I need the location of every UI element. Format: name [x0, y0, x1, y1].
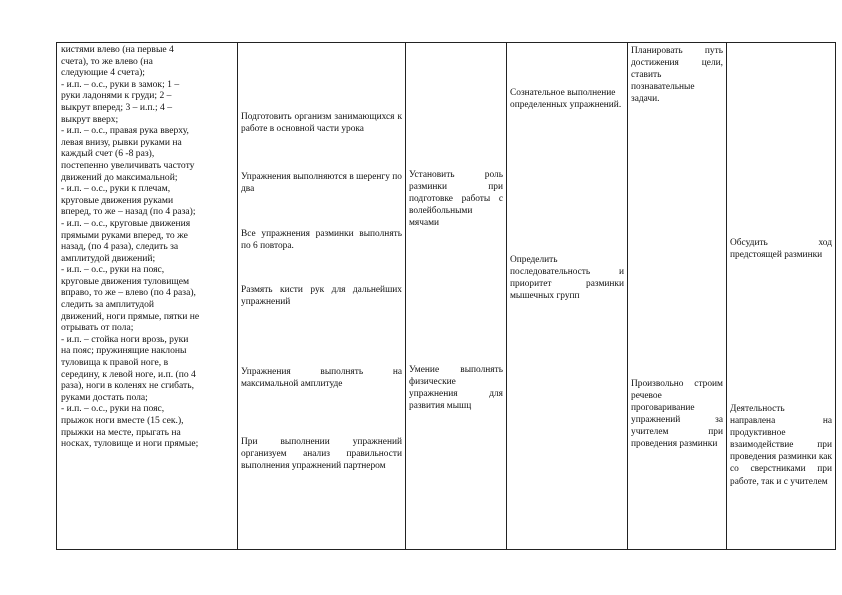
exercise-line: - и.п. – о.с., руки к плечам, — [61, 183, 171, 195]
exercise-line: носках, туловище и ноги прямые; — [61, 438, 199, 450]
exercise-line: следить за амплитудой — [61, 299, 155, 311]
exercise-line: на пояс; пружинящие наклоны — [61, 345, 187, 357]
exercise-line: назад, (по 4 раза), следить за — [61, 241, 179, 253]
lesson-plan-table — [56, 42, 836, 550]
personal-results-cell — [507, 43, 628, 550]
exercise-line: вперед, то же – назад (по 4 раза); — [61, 206, 196, 218]
exercise-line: счета), то же влево (на — [61, 55, 153, 67]
communicative-uud-cell — [727, 43, 836, 550]
exercise-line: движений, ноги прямые, пятки не — [61, 310, 200, 322]
exercise-line: амплитудой движений; — [61, 252, 156, 264]
exercise-line: кистями влево (на первые 4 — [61, 44, 174, 55]
uud-paragraph: Деятельность направлена на продуктивное взаимодействие при проведения разминки как со сверстниками при работе, так и с учителем — [730, 404, 832, 487]
exercise-line: следующие 4 счета); — [61, 67, 145, 79]
note-paragraph: Упражнения выполняются в шеренгу по два — [241, 172, 402, 195]
exercise-content-cell — [57, 43, 238, 550]
exercise-line: - и.п. – о.с., правая рука вверху, — [61, 125, 189, 137]
result-paragraph: Установить роль разминки при подготовке работы с волейбольными мячами — [409, 170, 503, 229]
table-row — [57, 43, 836, 550]
exercise-line: - и.п. – о.с., руки в замок; 1 – — [61, 78, 180, 90]
note-paragraph: При выполнении упражнений организуем анализ правильности выполнения упражнений партнером — [241, 437, 402, 472]
subject-results-cell — [406, 43, 507, 550]
exercise-line: движений до максимальной; — [61, 171, 178, 183]
exercise-line: выкрут вперед; 3 – и.п.; 4 – — [61, 101, 173, 113]
exercise-line: левая внизу, рывки руками на — [61, 136, 182, 148]
exercise-line: прыжок ноги вместе (15 сек.), — [61, 415, 184, 426]
exercise-line: круговые движения руками — [61, 194, 174, 206]
note-paragraph: Все упражнения разминки выполнять по 6 повтора. — [241, 229, 402, 252]
exercise-line: круговые движения туловищем — [61, 275, 190, 287]
uud-paragraph: Планировать путь достижения цели, ставить познавательные задачи. — [631, 46, 723, 105]
exercise-line: руки ладонями к груди; 2 – — [61, 90, 172, 102]
exercise-line: - и.п. – о.с., руки на пояс, — [61, 403, 165, 415]
exercise-line: отрывать от пола; — [61, 322, 134, 334]
exercise-line: выкрут вверх; — [61, 113, 119, 125]
result-paragraph: Сознательное выполнение определенных упражнений. — [510, 88, 622, 111]
note-paragraph: Размять кисти рук для дальнейших упражнений — [241, 285, 402, 308]
regulatory-uud-cell — [628, 43, 727, 550]
exercise-line: каждый счет (6 -8 раз), — [61, 148, 155, 160]
note-paragraph: Подготовить организм занимающихся к работе в основной части урока — [241, 112, 402, 135]
result-paragraph: Определить последовательность и приоритет разминки мышечных групп — [510, 255, 624, 302]
exercise-line: руками достать пола; — [61, 391, 148, 403]
exercise-line: середину, к левой ноге, и.п. (по 4 — [61, 368, 196, 380]
exercise-line: туловища к правой ноге, в — [61, 357, 169, 369]
exercise-line: вправо, то же – влево (по 4 раза), — [61, 287, 196, 299]
exercise-line: прыжки на месте, прыгать на — [61, 426, 181, 438]
uud-paragraph: Обсудить ход предстоящей разминки — [730, 238, 832, 261]
methodical-notes-cell — [238, 43, 406, 550]
exercise-line: - и.п. – стойка ноги врозь, руки — [61, 333, 189, 345]
exercise-line: - и.п. – о.с., руки на пояс, — [61, 264, 165, 276]
uud-paragraph: Произвольно строим речевое проговаривание упражнений за учителем при проведения разминки — [631, 379, 723, 450]
exercise-list — [61, 44, 233, 450]
exercise-line: постепенно увеличивать частоту — [61, 159, 195, 171]
exercise-line: раза), ноги в коленях не сгибать, — [61, 380, 195, 392]
exercise-line: - и.п. – о.с., круговые движения — [61, 217, 191, 229]
result-paragraph: Умение выполнять физические упражнения для развития мышц — [409, 365, 503, 412]
exercise-line: прямыми руками вперед, то же — [61, 229, 188, 241]
note-paragraph: Упражнения выполнять на максимальной амплитуде — [241, 367, 402, 390]
